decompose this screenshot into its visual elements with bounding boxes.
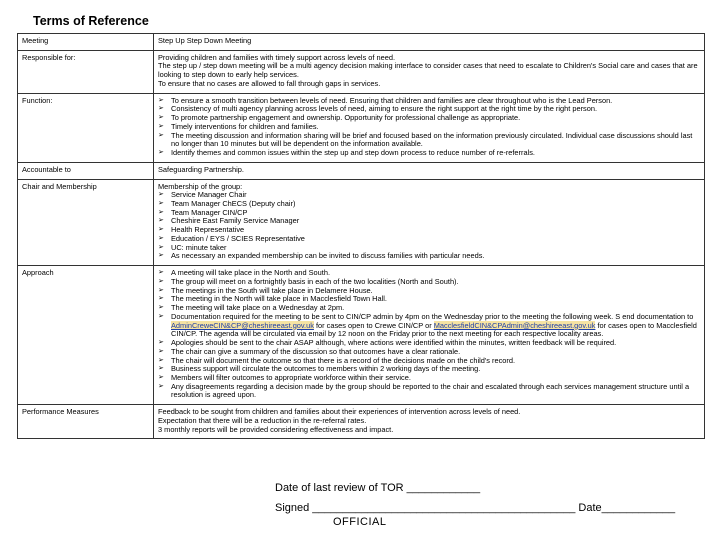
row-value: [154, 93, 705, 162]
paragraph: 3 monthly reports will be provided considering effectiveness and impact.: [158, 424, 394, 434]
row-label: Chair and Membership: [18, 179, 154, 266]
arrow-bullet-icon: ➢: [158, 217, 164, 225]
arrow-bullet-icon: ➢: [158, 114, 164, 122]
arrow-bullet-icon: ➢: [158, 252, 164, 260]
row-label: Performance Measures: [18, 405, 154, 439]
row-value: [154, 50, 705, 93]
list-item: [158, 313, 699, 339]
arrow-bullet-icon: ➢: [158, 122, 164, 130]
documentation-text-c: for cases open to Macclesfield CIN/CP. The agenda will be circulated via email by 12 noon on the Friday prior to the next meeting for each respective locality areas.: [171, 320, 697, 339]
row-label: Accountable to: [18, 162, 154, 179]
arrow-bullet-icon: ➢: [158, 304, 164, 312]
signature-line: Signed ___________________________________________ Date____________: [275, 502, 676, 514]
macclesfield-admin-email-link[interactable]: MacclesfieldCIN&CPAdmin@cheshireeast.gov.uk: [433, 320, 596, 330]
row-label: Approach: [18, 266, 154, 405]
list-item-text: UC: minute taker: [171, 242, 227, 252]
paragraph: Providing children and families with timely support across levels of need.: [158, 52, 396, 62]
arrow-bullet-icon: ➢: [158, 347, 164, 355]
documentation-text-a: Documentation required for the meeting to be sent to CIN/CP admin by 4pm on the Wednesday prior to the meeting the following week. S end documentation to: [171, 311, 694, 321]
table-row-performance-measures: [18, 405, 705, 439]
list-item-text: Timely interventions for children and families.: [171, 121, 319, 131]
arrow-bullet-icon: ➢: [158, 234, 164, 242]
list-item-text: Team Manager CIN/CP: [171, 207, 248, 217]
arrow-bullet-icon: ➢: [158, 382, 164, 390]
list-item-text: As necessary an expanded membership can be invited to discuss families with particular needs.: [171, 251, 485, 261]
row-value: [154, 405, 705, 439]
list-item-text: The meeting in the North will take place in Macclesfield Town Hall.: [171, 294, 387, 304]
arrow-bullet-icon: ➢: [158, 149, 164, 157]
list-item-text: To ensure a smooth transition between levels of need. Ensuring that children and families are clear throughout who is the Lead Person.: [171, 95, 613, 105]
table-row-function: [18, 93, 705, 162]
row-value: Step Up Step Down Meeting: [154, 34, 705, 51]
list-item-text: Team Manager ChECS (Deputy chair): [171, 199, 296, 209]
row-label: Meeting: [18, 34, 154, 51]
row-value: [154, 179, 705, 266]
documentation-text-b: for cases open to Crewe CIN/CP or: [313, 320, 434, 330]
official-marking: OFFICIAL: [333, 516, 387, 528]
list-item-text: The chair can give a summary of the discussion so that outcomes have a clear rationale.: [171, 346, 461, 356]
row-value: [154, 266, 705, 405]
paragraph: The step up / step down meeting will be a multi agency decision making interface to consider cases that need to escalate to Children's Social care and cases that are looking to step down to early help services.: [158, 61, 698, 80]
list-item: [158, 383, 699, 400]
arrow-bullet-icon: ➢: [158, 286, 164, 294]
list-item-text: Apologies should be sent to the chair ASAP although, where actions were identified within the minutes, written feedback will be required.: [171, 338, 617, 348]
paragraph: To ensure that no cases are allowed to fall through gaps in services.: [158, 78, 381, 88]
bullet-list: [158, 269, 699, 400]
list-item: [158, 132, 699, 149]
list-item: [158, 149, 699, 158]
list-item: [158, 235, 699, 244]
list-item-text: Any disagreements regarding a decision made by the group should be reported to the chair and escalated through each services management structure until a resolution is agreed upon.: [171, 381, 690, 400]
arrow-bullet-icon: ➢: [158, 243, 164, 251]
list-item-text: Identify themes and common issues within the step up and step down process to reduce number of re-referrals.: [171, 148, 535, 158]
list-item-text: Cheshire East Family Service Manager: [171, 216, 300, 226]
arrow-bullet-icon: ➢: [158, 131, 164, 139]
table-row-accountable-to: [18, 162, 705, 179]
list-item-text: A meeting will take place in the North and South.: [171, 268, 330, 278]
arrow-bullet-icon: ➢: [158, 373, 164, 381]
documentation-text: [171, 312, 697, 338]
table-row-meeting: [18, 34, 705, 51]
list-item-text: To promote partnership engagement and ownership. Opportunity for professional challenge as appropriate.: [171, 113, 521, 123]
arrow-bullet-icon: ➢: [158, 191, 164, 199]
list-item-text: Business support will circulate the outcomes to members within 2 working days of the meeting.: [171, 364, 481, 374]
bullet-list: [158, 97, 699, 158]
table-row-chair-and-membership: [18, 179, 705, 266]
arrow-bullet-icon: ➢: [158, 277, 164, 285]
bullet-list: [158, 191, 699, 261]
paragraph: Expectation that there will be a reduction in the re-referral rates.: [158, 415, 367, 425]
arrow-bullet-icon: ➢: [158, 105, 164, 113]
list-item-text: Health Representative: [171, 225, 245, 235]
table-row-responsible-for: [18, 50, 705, 93]
arrow-bullet-icon: ➢: [158, 295, 164, 303]
list-item-text: The group will meet on a fortnightly basis in each of the two localities (North and South).: [171, 276, 459, 286]
crewe-admin-email-link[interactable]: AdminCreweCIN&CP@cheshireeast.gov.uk: [171, 320, 314, 330]
arrow-bullet-icon: ➢: [158, 339, 164, 347]
row-label: Responsible for:: [18, 50, 154, 93]
review-date-line: Date of last review of TOR ____________: [275, 482, 481, 494]
arrow-bullet-icon: ➢: [158, 365, 164, 373]
arrow-bullet-icon: ➢: [158, 200, 164, 208]
list-item-text: The chair will document the outcome so that there is a record of the decisions made on the child's record.: [171, 355, 516, 365]
row-value: Safeguarding Partnership.: [154, 162, 705, 179]
list-item: [158, 252, 699, 261]
arrow-bullet-icon: ➢: [158, 356, 164, 364]
table-row-approach: [18, 266, 705, 405]
row-label: Function:: [18, 93, 154, 162]
terms-of-reference-table: [17, 33, 705, 439]
list-item-text: Members will filter outcomes to appropriate workforce within their service.: [171, 372, 411, 382]
arrow-bullet-icon: ➢: [158, 96, 164, 104]
arrow-bullet-icon: ➢: [158, 312, 164, 320]
list-item-text: The meetings in the South will take place in Delamere House.: [171, 285, 373, 295]
list-item-text: The meeting will take place on a Wednesday at 2pm.: [171, 303, 345, 313]
list-item-text: Consistency of multi agency planning across levels of need, aiming to ensure the right support at the right time by the right person.: [171, 104, 598, 114]
arrow-bullet-icon: ➢: [158, 208, 164, 216]
arrow-bullet-icon: ➢: [158, 269, 164, 277]
page-title: Terms of Reference: [33, 14, 149, 28]
paragraph: Membership of the group:: [158, 181, 243, 191]
list-item-text: The meeting discussion and information sharing will be brief and focused based on the information previously circulated. Individual case discussions should last no longer than 10 minutes but will be dependent on the information available.: [171, 130, 693, 149]
list-item-text: Education / EYS / SCIES Representative: [171, 233, 305, 243]
arrow-bullet-icon: ➢: [158, 226, 164, 234]
paragraph: Feedback to be sought from children and families about their experiences of intervention across levels of need.: [158, 407, 521, 417]
list-item-text: Service Manager Chair: [171, 190, 247, 200]
